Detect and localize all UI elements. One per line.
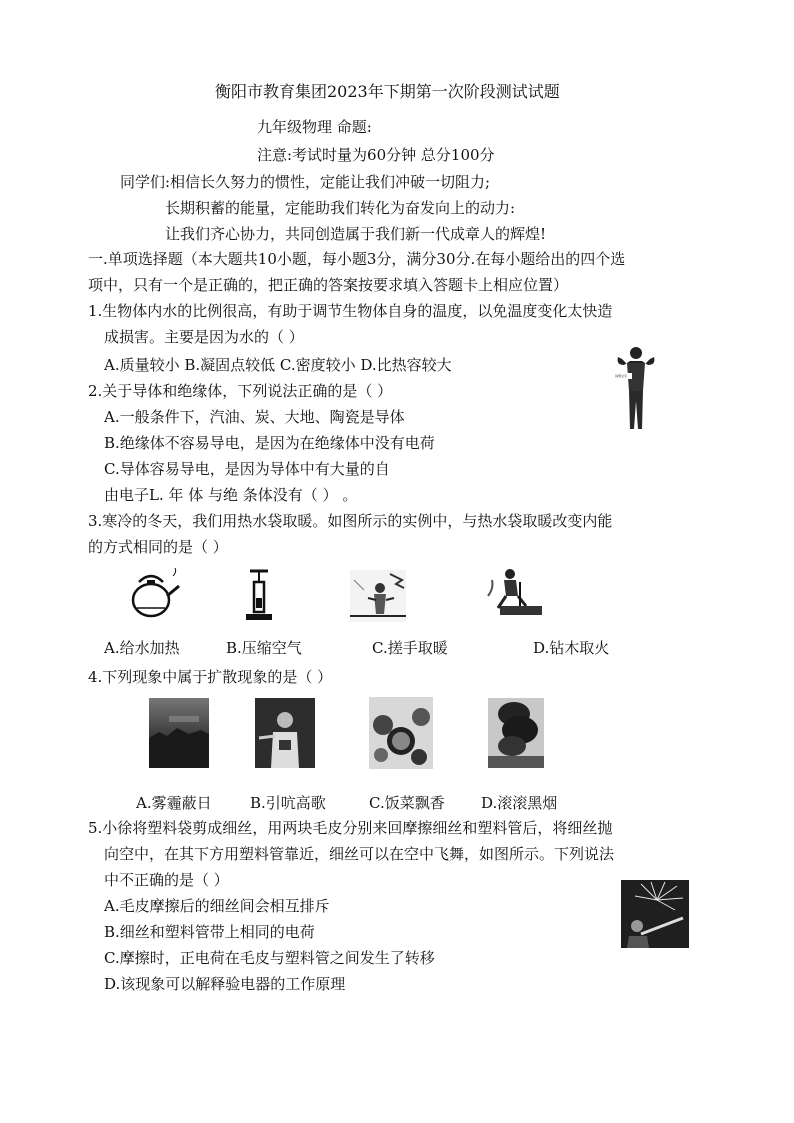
q1-stem-line-2: 成损害。主要是因为水的（ ）: [104, 328, 304, 346]
exam-notice: 注意:考试时量为60分钟 总分100分: [257, 146, 495, 164]
q3-option-a: A.给水加热: [104, 639, 180, 657]
q1-options: A.质量较小 B.凝固点较低 C.密度较小 D.比热容较大: [104, 356, 452, 374]
air-pump-figure: [242, 568, 276, 623]
q4-option-d: D.滚滚黑烟: [481, 794, 558, 812]
q4-option-a: A.雾霾蔽日: [136, 794, 212, 812]
q3-option-d: D.钻木取火: [533, 639, 610, 657]
q5-stem-line-2: 向空中，在其下方用塑料管靠近，细丝可以在空中飞舞，如图所示。下列说法: [104, 845, 615, 863]
page-title: 衡阳市教育集团2023年下期第一次阶段测试试题: [215, 82, 560, 101]
muscle-man-figure: [612, 343, 660, 433]
section-heading-line-1: 一.单项选择题（本大题共10小题，每小题3分，满分30分.在每小题给出的四个选: [88, 250, 626, 268]
smog-photo: [149, 698, 209, 768]
subtitle: 九年级物理 命题:: [257, 118, 372, 136]
greeting-line-1: 同学们:相信长久努力的惯性，定能让我们冲破一切阻力;: [120, 173, 491, 191]
q4-stem: 4.下列现象中属于扩散现象的是（ ）: [88, 668, 333, 686]
q5-stem-line-1: 5.小徐将塑料袋剪成细丝，用两块毛皮分别来回摩擦细丝和塑料管后，将细丝抛: [88, 819, 613, 837]
black-smoke-photo: [488, 698, 544, 768]
drilling-wood-figure: [486, 566, 544, 618]
q3-option-c: C.搓手取暖: [372, 639, 448, 657]
singing-photo: [255, 698, 315, 768]
svg-text:说明文字: 说明文字: [615, 374, 628, 378]
q5-option-a: A.毛皮摩擦后的细丝间会相互排斥: [104, 897, 330, 915]
kettle-figure: [127, 568, 182, 620]
q2-option-b: B.绝缘体不容易导电，是因为在绝缘体中没有电荷: [104, 434, 435, 452]
q4-option-b: B.引吭高歌: [250, 794, 326, 812]
q2-option-a: A.一般条件下，汽油、炭、大地、陶瓷是导体: [104, 408, 405, 426]
q3-option-b: B.压缩空气: [226, 639, 302, 657]
q3-stem-line-2: 的方式相同的是（ ）: [88, 538, 228, 556]
section-heading-line-2: 项中，只有一个是正确的，把正确的答案按要求填入答题卡上相应位置）: [88, 276, 569, 294]
q5-stem-line-3: 中不正确的是（ ）: [104, 871, 229, 889]
q5-option-d: D.该现象可以解释验电器的工作原理: [104, 975, 346, 993]
q2-option-d: 由电子L. 年 体 与绝 条体没有（ ） 。: [104, 486, 358, 504]
q2-option-c: C.导体容易导电，是因为导体中有大量的自: [104, 460, 390, 478]
greeting-line-2: 长期积蓄的能量，定能助我们转化为奋发向上的动力:: [165, 199, 516, 217]
food-aroma-photo: [369, 697, 433, 769]
greeting-line-3: 让我们齐心协力，共同创造属于我们新一代成章人的辉煌!: [165, 225, 547, 243]
q1-stem-line-1: 1.生物体内水的比例很高，有助于调节生物体自身的温度，以免温度变化太快造: [88, 302, 613, 320]
q4-option-c: C.饭菜飘香: [369, 794, 445, 812]
q2-stem: 2.关于导体和绝缘体，下列说法正确的是（ ）: [88, 382, 393, 400]
flying-strings-photo: [621, 880, 689, 948]
q3-stem-line-1: 3.寒冷的冬天，我们用热水袋取暖。如图所示的实例中，与热水袋取暖改变内能: [88, 512, 613, 530]
q5-option-b: B.细丝和塑料管带上相同的电荷: [104, 923, 315, 941]
rubbing-hands-figure: [350, 570, 406, 622]
q5-option-c: C.摩擦时，正电荷在毛皮与塑料管之间发生了转移: [104, 949, 435, 967]
